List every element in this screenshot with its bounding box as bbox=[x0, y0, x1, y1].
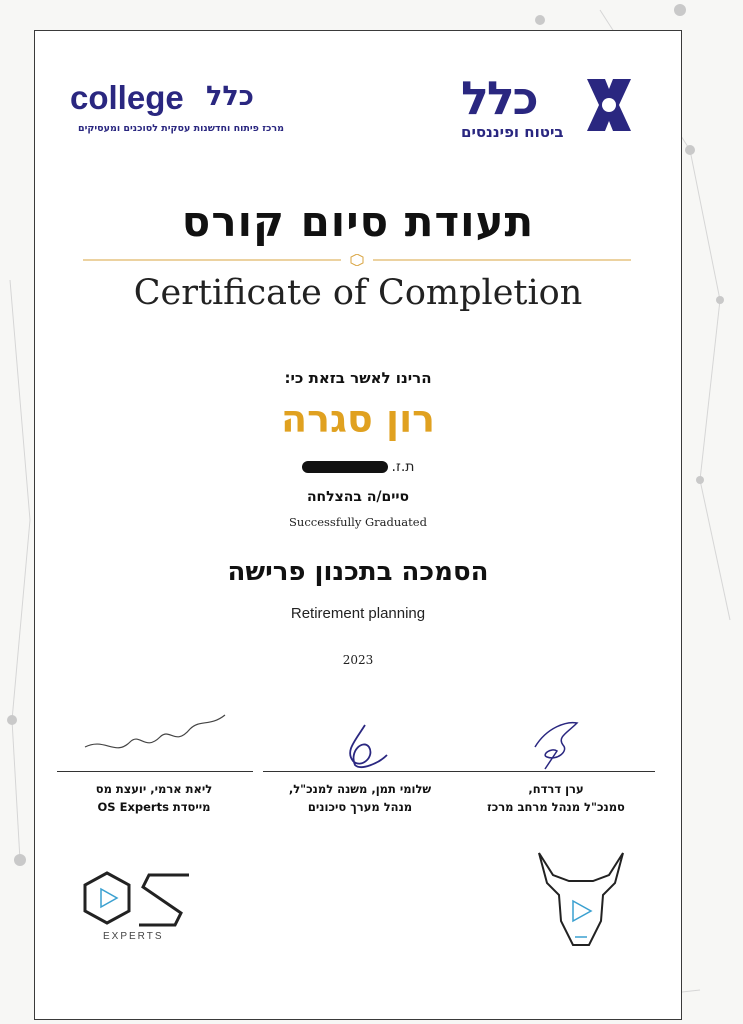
signatory-left-line2: מייסדת OS Experts bbox=[97, 800, 211, 814]
signature-line-middle bbox=[263, 771, 459, 772]
title-english: Certificate of Completion bbox=[133, 273, 583, 313]
recipient-name: רון סגרה bbox=[281, 397, 435, 441]
signatory-middle bbox=[265, 780, 455, 816]
title-hebrew: תעודת סיום קורס bbox=[181, 197, 535, 246]
certificate-sheet bbox=[34, 30, 682, 1020]
kalal-logo-subtitle: ביטוח ופיננסים bbox=[461, 123, 564, 141]
college-tagline: מרכז פיתוח וחדשנות עסקית לסוכנים ומעסיקים bbox=[77, 123, 284, 134]
signature-left bbox=[75, 707, 235, 767]
bull-emblem-icon bbox=[535, 849, 627, 953]
id-line bbox=[35, 459, 681, 475]
graduated-english: Successfully Graduated bbox=[289, 515, 427, 529]
kalal-logo-text: כלל bbox=[461, 71, 537, 125]
kalal-emblem-icon bbox=[583, 75, 635, 135]
signature-right bbox=[527, 717, 587, 773]
signature-middle bbox=[325, 721, 395, 773]
signatory-left-line1: ליאת ארמי, יועצת מס bbox=[95, 782, 213, 796]
course-name-hebrew: הסמכה בתכנון פרישה bbox=[227, 557, 489, 587]
id-label: ת.ז. bbox=[391, 459, 415, 475]
signatory-left bbox=[59, 780, 249, 816]
os-experts-logo-icon bbox=[77, 869, 197, 931]
college-kalal-text: כלל bbox=[206, 81, 254, 112]
signature-line-right bbox=[459, 771, 655, 772]
signature-line-left bbox=[57, 771, 253, 772]
college-logo-text: college bbox=[70, 79, 184, 116]
course-name-english: Retirement planning bbox=[290, 605, 426, 622]
year: 2023 bbox=[342, 653, 374, 667]
signatory-right-line1: ערן דרדח, bbox=[528, 782, 584, 796]
graduated-hebrew: סיים/ה בהצלחה bbox=[306, 489, 410, 505]
gold-divider bbox=[83, 254, 631, 266]
signatory-middle-line2: מנהל מערך סיכונים bbox=[307, 800, 413, 814]
signatory-right-line2: סמנכ"ל מנהל מרחב מרכז bbox=[487, 800, 625, 814]
signatory-middle-line1: שלומי תמן, משנה למנכ"ל, bbox=[288, 782, 432, 796]
hereby-text: הרינו לאשר בזאת כי: bbox=[284, 369, 432, 387]
signatory-right bbox=[461, 780, 651, 816]
os-experts-label: EXPERTS bbox=[103, 931, 164, 942]
redacted-id bbox=[302, 461, 388, 473]
